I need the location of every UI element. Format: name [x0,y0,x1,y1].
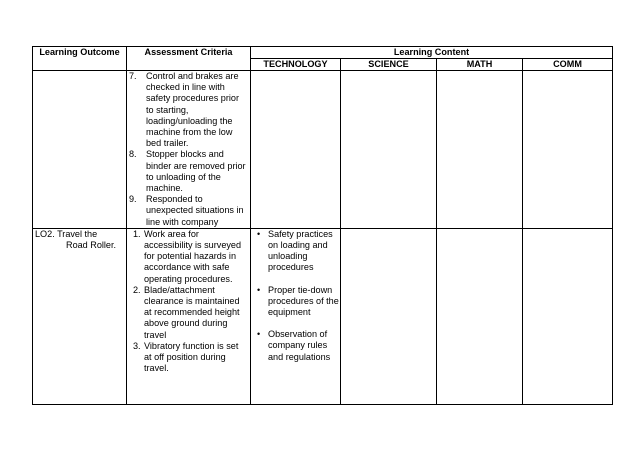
subheader-math: MATH [437,59,523,71]
curriculum-table [32,46,613,405]
list-text: Safety practices on loading and unloading procedures [268,228,333,273]
list-item [127,285,250,341]
outcome-line1: LO2. Travel the [35,228,98,239]
list-text: Observation of company rules and regulations [268,329,331,362]
list-item [251,285,340,319]
header-assessment-criteria: Assessment Criteria [127,47,251,71]
criteria-cell [127,228,251,404]
science-cell [341,228,437,404]
subheader-science: SCIENCE [341,59,437,71]
list-number: 3. [133,340,141,351]
list-item [127,229,250,285]
criteria-list [127,229,250,375]
list-text: Proper tie-down procedures of the equipment [268,284,339,318]
list-item [127,149,250,194]
list-number: 7. [129,71,137,81]
list-item [127,341,250,375]
bullet-icon: • [257,284,261,295]
list-number: 9. [129,194,137,205]
technology-list [251,229,340,363]
list-item [127,194,250,228]
list-item [127,71,250,149]
bullet-icon: • [257,228,261,239]
subheader-comm: COMM [523,59,613,71]
list-text: Vibratory function is set at off position during travel. [144,340,239,374]
math-cell [437,228,523,404]
technology-cell [251,228,341,404]
list-text: Stopper blocks and binder are removed prior to unloading of the machine. [146,149,246,194]
outcome-cell [33,71,127,229]
list-item [251,329,340,363]
header-learning-content: Learning Content [251,47,613,59]
list-number: 2. [133,284,141,295]
header-learning-outcome: Learning Outcome [33,47,127,71]
comm-cell [523,71,613,229]
criteria-list [127,71,250,228]
list-text: Blade/attachment clearance is maintained at recommended height above ground during travel [144,284,240,340]
list-number: 1. [133,228,141,239]
comm-cell [523,228,613,404]
technology-cell [251,71,341,229]
criteria-cell [127,71,251,229]
outcome-line2: Road Roller. [66,240,117,251]
list-text: Control and brakes are checked in line with safety procedures prior to starting, loading/unloading the machine from the low bed trailer. [146,71,240,149]
subheader-technology: TECHNOLOGY [251,59,341,71]
table-row [33,228,613,404]
table-row [33,71,613,229]
list-item [251,229,340,274]
bullet-icon: • [257,329,261,340]
header-row [33,47,613,59]
outcome-cell [33,228,127,404]
math-cell [437,71,523,229]
list-text: Responded to unexpected situations in line with company [146,194,244,227]
science-cell [341,71,437,229]
list-number: 8. [129,149,137,160]
list-text: Work area for accessibility is surveyed for potential hazards in accordance with safe operating procedures. [144,228,242,284]
